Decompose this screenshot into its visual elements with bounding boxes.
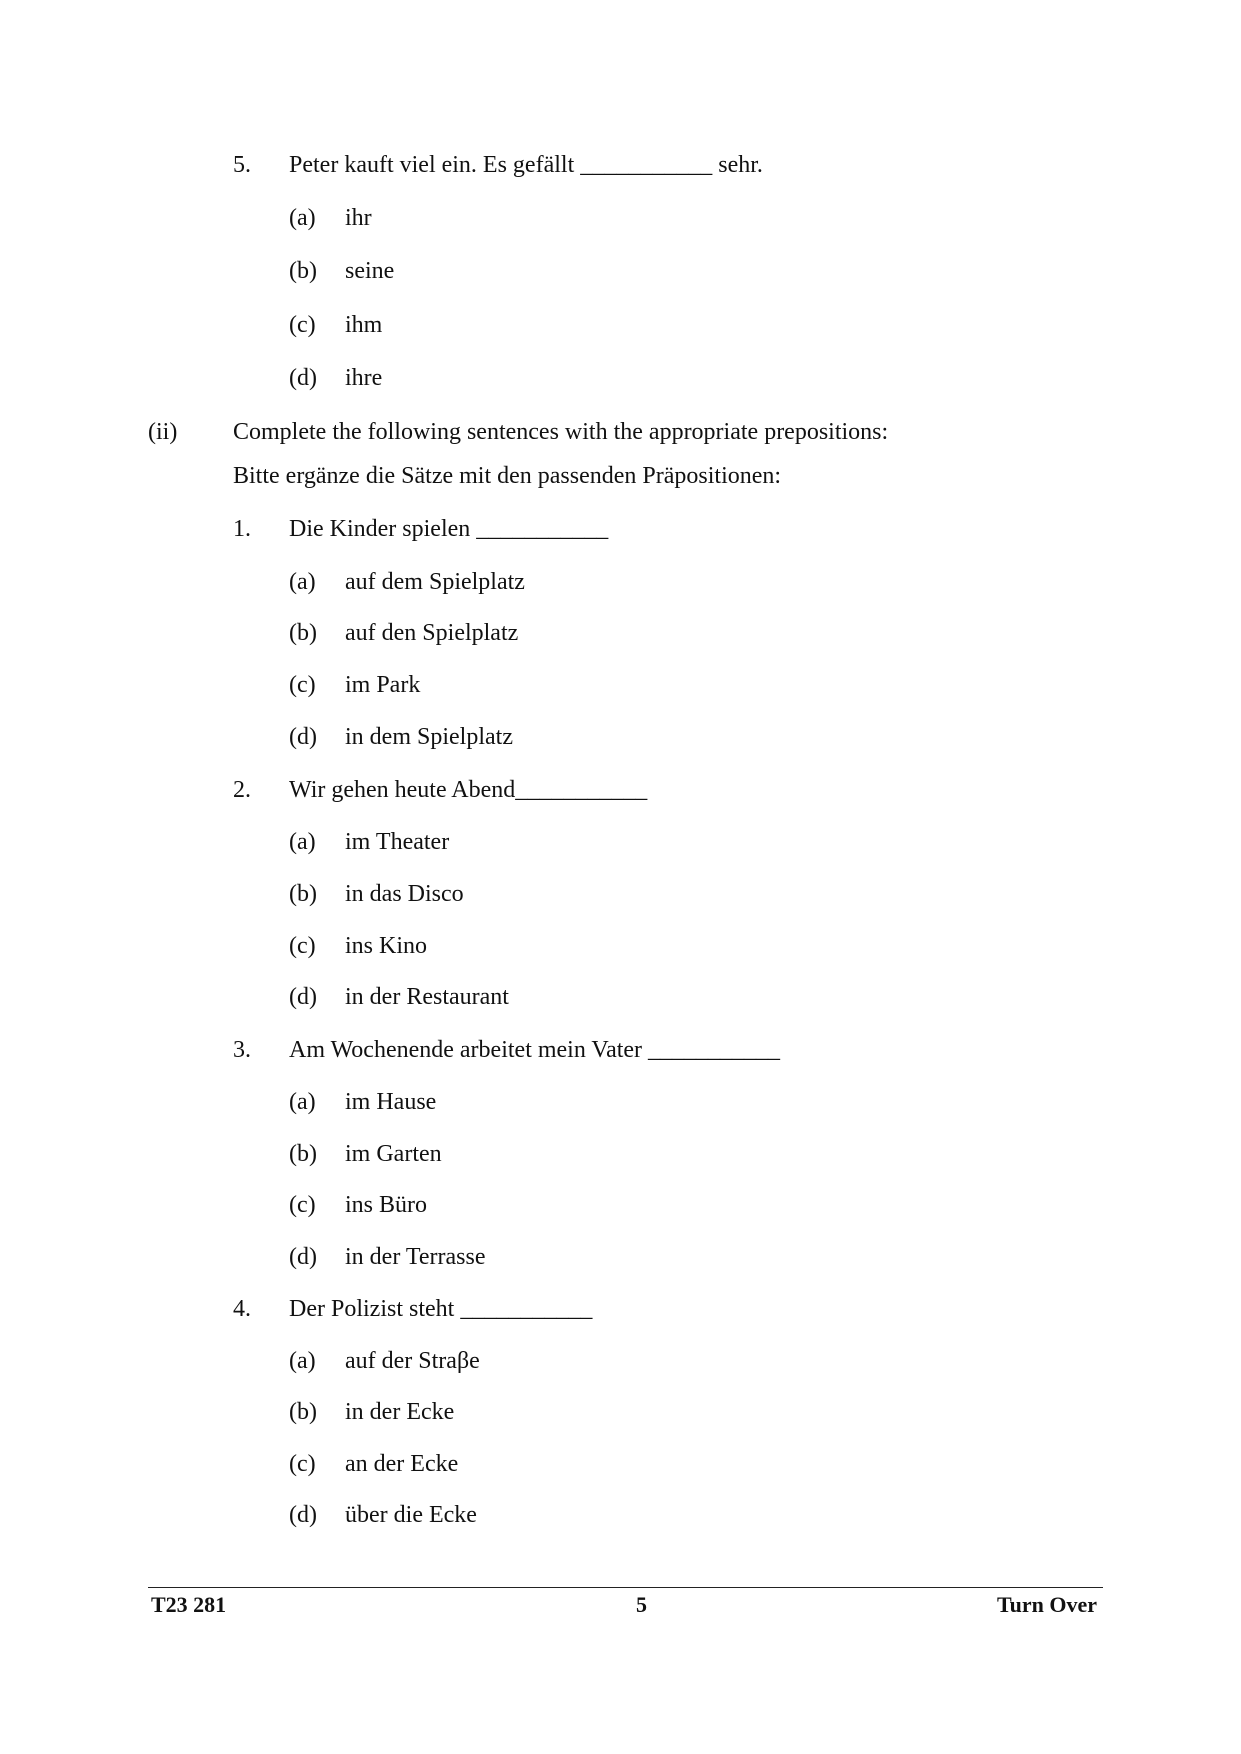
question-number: 4. bbox=[233, 1296, 251, 1322]
option-label: (d) bbox=[289, 1244, 317, 1270]
option-label: (d) bbox=[289, 984, 317, 1010]
option-text: ihr bbox=[345, 205, 372, 231]
option-label: (c) bbox=[289, 933, 316, 959]
option-text: auf der Straβe bbox=[345, 1348, 480, 1374]
option-text: in der Restaurant bbox=[345, 984, 509, 1010]
footer-turn-over: Turn Over bbox=[996, 1592, 1097, 1617]
question-text: Der Polizist steht ___________ bbox=[289, 1296, 593, 1322]
question-text: Peter kauft viel ein. Es gefällt ___________ sehr. bbox=[289, 152, 763, 178]
option-label: (a) bbox=[289, 1348, 316, 1374]
footer-page-number: 5 bbox=[636, 1592, 647, 1617]
option-text: über die Ecke bbox=[345, 1502, 477, 1528]
option-text: im Theater bbox=[345, 829, 450, 855]
option-label: (d) bbox=[289, 365, 317, 391]
question-text: Die Kinder spielen ___________ bbox=[289, 516, 609, 542]
option-text: im Hause bbox=[345, 1089, 437, 1115]
option-label: (c) bbox=[289, 1451, 316, 1477]
option-label: (d) bbox=[289, 724, 317, 750]
option-text: auf den Spielplatz bbox=[345, 620, 519, 646]
option-text: in der Ecke bbox=[345, 1399, 455, 1425]
option-label: (c) bbox=[289, 312, 316, 338]
option-text: ihm bbox=[345, 312, 383, 338]
option-text: ins Büro bbox=[345, 1192, 428, 1218]
option-label: (d) bbox=[289, 1502, 317, 1528]
footer-divider bbox=[148, 1587, 1103, 1588]
option-text: ihre bbox=[345, 365, 383, 391]
option-text: im Garten bbox=[345, 1141, 442, 1167]
option-text: seine bbox=[345, 258, 395, 284]
option-label: (b) bbox=[289, 881, 317, 907]
question-number: 2. bbox=[233, 777, 251, 803]
section-label: (ii) bbox=[148, 419, 178, 445]
option-label: (a) bbox=[289, 829, 316, 855]
option-label: (c) bbox=[289, 1192, 316, 1218]
question-number: 5. bbox=[233, 152, 251, 178]
option-text: in dem Spielplatz bbox=[345, 724, 513, 750]
question-number: 3. bbox=[233, 1037, 251, 1063]
instruction-german: Bitte ergänze die Sätze mit den passenden Präpositionen: bbox=[233, 463, 782, 489]
footer-paper-code: T23 281 bbox=[151, 1592, 227, 1617]
question-text: Am Wochenende arbeitet mein Vater ___________ bbox=[289, 1037, 781, 1063]
option-label: (c) bbox=[289, 672, 316, 698]
option-text: ins Kino bbox=[345, 933, 428, 959]
option-label: (a) bbox=[289, 569, 316, 595]
option-text: im Park bbox=[345, 672, 421, 698]
question-number: 1. bbox=[233, 516, 251, 542]
option-label: (b) bbox=[289, 1399, 317, 1425]
option-text: an der Ecke bbox=[345, 1451, 459, 1477]
option-label: (a) bbox=[289, 1089, 316, 1115]
question-text: Wir gehen heute Abend___________ bbox=[289, 777, 648, 803]
option-label: (a) bbox=[289, 205, 316, 231]
option-label: (b) bbox=[289, 620, 317, 646]
option-label: (b) bbox=[289, 258, 317, 284]
option-text: in das Disco bbox=[345, 881, 464, 907]
instruction-english: Complete the following sentences with the appropriate prepositions: bbox=[233, 419, 889, 445]
option-text: auf dem Spielplatz bbox=[345, 569, 525, 595]
option-text: in der Terrasse bbox=[345, 1244, 486, 1270]
option-label: (b) bbox=[289, 1141, 317, 1167]
